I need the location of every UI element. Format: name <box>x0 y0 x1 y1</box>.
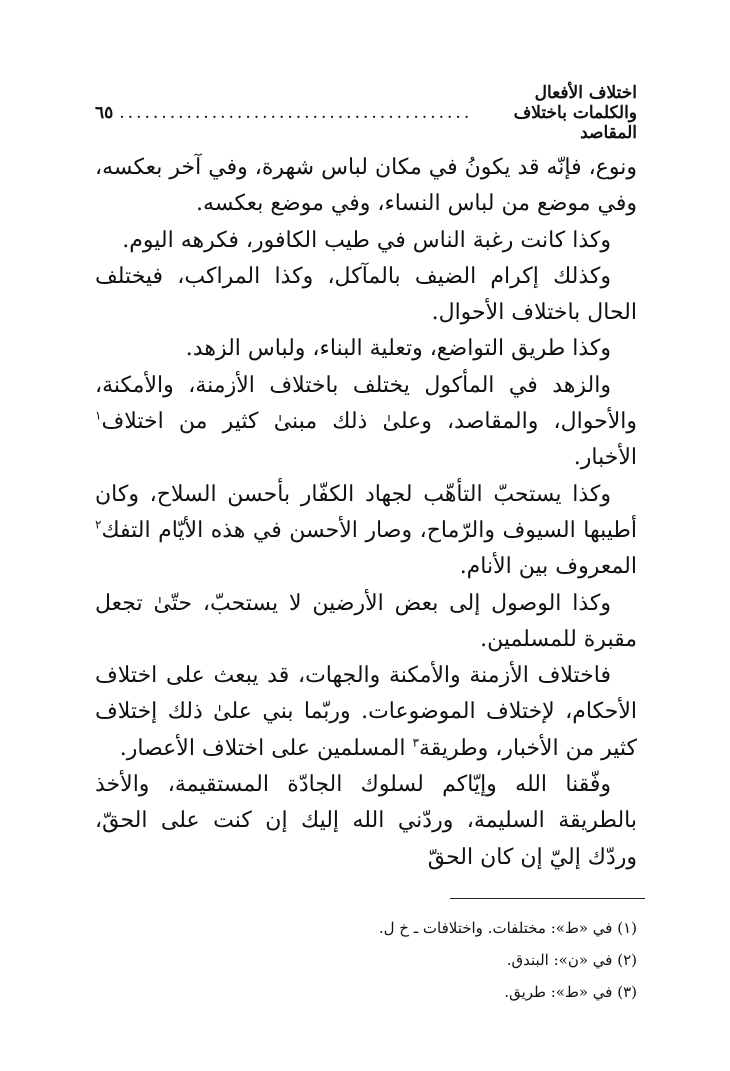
paragraph: وكذا الوصول إلى بعض الأرضين لا يستحبّ، حتّىٰ تجعل مقبرة للمسلمين. <box>95 590 637 652</box>
footnote-marker: ٣ <box>412 735 419 750</box>
paragraph: وفّقنا الله وإيّاكم لسلوك الجادّة المستقيمة، والأخذ بالطريقة السليمة، وردّني الله إليك إن كنت على الحقّ، وردّك إليّ إن كان الحقّ <box>95 772 637 870</box>
running-header <box>95 83 637 143</box>
paragraph-text: المعروف بين الأنام. <box>459 554 637 580</box>
main-text <box>95 150 637 876</box>
paragraph <box>95 477 637 586</box>
paragraph-text: الأخبار. <box>573 445 637 471</box>
paragraph: وكذا كانت رغبة الناس في طيب الكافور، فكرهه اليوم. <box>122 227 611 253</box>
footnote-marker: ٢ <box>95 517 102 532</box>
footnote-2: (٢) في «ن»: البندق. <box>506 951 637 969</box>
footnote-1: (١) في «ط»: مختلفات. واختلافات ـ خ ل. <box>378 919 637 937</box>
paragraph: وكذا طريق التواضع، وتعلية البناء، ولباس الزهد. <box>185 336 611 362</box>
page-number: ٦٥ <box>95 103 114 123</box>
footnote-separator <box>450 898 645 899</box>
paragraph <box>95 368 637 477</box>
footnotes <box>95 912 637 1008</box>
paragraph: ونوع، فإنّه قد يكونُ في مكان لباس شهرة، وفي آخر بعكسه، وفي موضع من لباس النساء، وفي موضع بعكسه. <box>95 155 637 217</box>
paragraph: وكذلك إكرام الضيف بالمآكل، وكذا المراكب، فيختلف الحال باختلاف الأحوال. <box>95 263 637 326</box>
paragraph <box>95 658 637 767</box>
paragraph-text: وكذا يستحبّ التأهّب لجهاد الكفّار بأحسن السلاح، وكان أطيبها السيوف والرّماح، وصار الأحسن في هذه الأيّام التفك <box>95 481 637 543</box>
paragraph-text: المسلمين على اختلاف الأعصار. <box>119 735 413 761</box>
header-title: اختلاف الأفعال والكلمات باختلاف المقاصد <box>513 83 637 143</box>
paragraph-text: والزهد في المأكول يختلف باختلاف الأزمنة، والأمكنة، والأحوال، والمقاصد، وعلىٰ ذلك مبنىٰ كثير من اختلاف <box>95 372 637 435</box>
paragraph-text: فاختلاف الأزمنة والأمكنة والجهات، قد يبعث على اختلاف الأحكام، لإختلاف الموضوعات. وربّما بني علىٰ ذلك إختلاف كثير من الأخبار، وطريقة <box>95 663 637 761</box>
header-leader-dots: .......................................... <box>119 103 473 123</box>
footnote-marker: ١ <box>95 408 102 423</box>
footnote-3: (٣) في «ط»: طريق. <box>504 983 637 1001</box>
